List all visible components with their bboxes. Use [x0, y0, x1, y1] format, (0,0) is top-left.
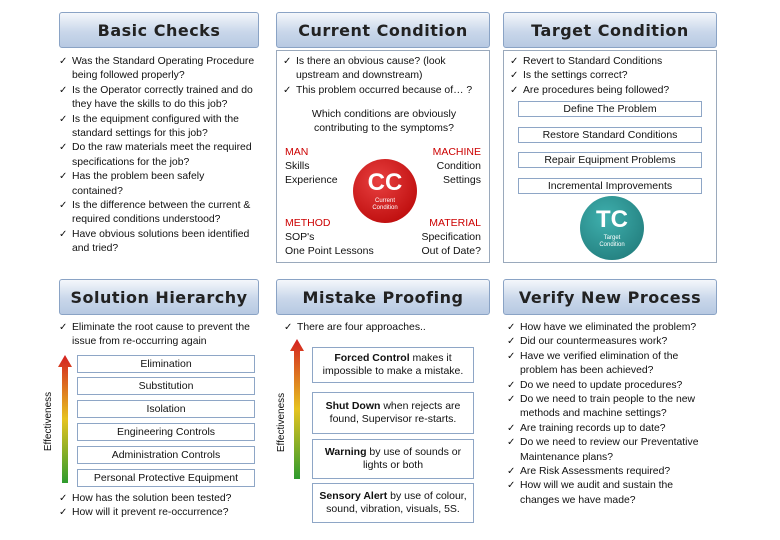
- effectiveness-arrow-icon: [58, 355, 72, 483]
- approach-text: makes it impossible to make a mistake.: [322, 352, 464, 377]
- solution-hierarchy-header: Solution Hierarchy: [59, 279, 259, 315]
- list-item: ✓ Have obvious solutions been identified and tried?: [59, 228, 255, 257]
- approach-sensory-alert: [312, 483, 474, 523]
- approach-text: by use of sounds or lights or both: [362, 446, 462, 471]
- target-condition-list: [504, 51, 716, 98]
- level-substitution: Substitution: [77, 377, 255, 395]
- method-label: METHOD: [285, 217, 331, 229]
- material-detail: Out of Date?: [421, 245, 481, 257]
- list-item: ✓ This problem occurred because of… ?: [283, 84, 483, 98]
- basic-checks-list: [59, 50, 259, 257]
- list-item: ✓ Are training records up to date?: [507, 422, 713, 436]
- current-condition-header: Current Condition: [276, 12, 490, 48]
- approach-lead: Shut Down: [325, 400, 381, 412]
- current-condition-list: [277, 51, 489, 98]
- list-item: ✓ Do we need to train people to the new methods and machine settings?: [507, 393, 713, 422]
- mistake-proofing-header: Mistake Proofing: [276, 279, 490, 315]
- list-item: ✓ Did our countermeasures work?: [507, 335, 713, 349]
- level-ppe: Personal Protective Equipment: [77, 469, 255, 487]
- approach-text: when rejects are found, Supervisor re-starts.: [329, 400, 461, 425]
- method-group: [285, 216, 374, 258]
- list-item: ✓ Have we verified elimination of the problem has been achieved?: [507, 350, 713, 379]
- material-detail: Specification: [421, 231, 481, 243]
- solution-intro-list: [59, 317, 259, 350]
- list-item: ✓ Is there an obvious cause? (look upstream and downstream): [283, 55, 483, 84]
- effectiveness-label: Effectiveness: [276, 392, 288, 453]
- method-detail: SOP's: [285, 231, 315, 243]
- list-item: ✓ Is the Operator correctly trained and do they have the skills to do this job?: [59, 84, 255, 113]
- list-item: ✓ Eliminate the root cause to prevent the issue from re-occurring again: [59, 321, 257, 350]
- basic-checks-header: Basic Checks: [59, 12, 259, 48]
- list-item: ✓ Are Risk Assessments required?: [507, 465, 713, 479]
- method-detail: One Point Lessons: [285, 245, 374, 257]
- verify-process-panel: [503, 317, 717, 529]
- mistake-intro-list: [276, 317, 490, 335]
- conditions-question: Which conditions are obviously contributing to the symptoms?: [311, 108, 457, 134]
- list-item: ✓ Do the raw materials meet the required specifications for the job?: [59, 141, 255, 170]
- effectiveness-label: Effectiveness: [43, 391, 55, 452]
- step-repair-equipment: Repair Equipment Problems: [518, 152, 702, 168]
- approach-lead: Forced Control: [334, 352, 410, 364]
- list-item: ✓ How will we audit and sustain the changes we have made?: [507, 479, 713, 508]
- machine-group: [433, 145, 481, 187]
- approach-lead: Sensory Alert: [319, 490, 388, 502]
- basic-checks-panel: [59, 50, 259, 263]
- machine-label: MACHINE: [432, 146, 481, 158]
- effectiveness-arrow-icon: [290, 339, 304, 479]
- tc-badge-caption: Target Condition: [599, 234, 625, 248]
- list-item: ✓ Is the difference between the current & required conditions understood?: [59, 199, 255, 228]
- cc-badge-caption: Current Condition: [372, 197, 398, 211]
- list-item: ✓ Are procedures being followed?: [510, 84, 710, 98]
- machine-detail: Condition: [436, 160, 481, 172]
- list-item: ✓ Is the settings correct?: [510, 69, 710, 83]
- man-group: [285, 145, 338, 187]
- tc-badge: [580, 196, 644, 260]
- approach-forced-control: [312, 347, 474, 383]
- cc-badge: [353, 159, 417, 223]
- target-condition-panel: [503, 50, 717, 263]
- solution-outro-list: [59, 492, 231, 521]
- target-condition-header: Target Condition: [503, 12, 717, 48]
- verify-process-header: Verify New Process: [503, 279, 717, 315]
- list-item: ✓ How will it prevent re-occurrence?: [59, 506, 231, 520]
- list-item: ✓ Do we need to update procedures?: [507, 379, 713, 393]
- list-item: ✓ How have we eliminated the problem?: [507, 321, 713, 335]
- tc-badge-label: TC: [596, 205, 628, 233]
- step-incremental-improvements: Incremental Improvements: [518, 178, 702, 194]
- mistake-proofing-panel: [276, 317, 490, 529]
- material-group: [421, 216, 481, 258]
- approach-warning: [312, 439, 474, 479]
- step-define-problem: Define The Problem: [518, 101, 702, 117]
- list-item: ✓ Is the equipment configured with the standard settings for this job?: [59, 113, 255, 142]
- approach-text: by use of colour, sound, vibration, visuals, 5S.: [326, 490, 467, 515]
- man-label: MAN: [285, 146, 309, 158]
- approach-lead: Warning: [324, 446, 367, 458]
- list-item: ✓ Do we need to review our Preventative Maintenance plans?: [507, 436, 713, 465]
- material-label: MATERIAL: [429, 217, 481, 229]
- list-item: ✓ How has the solution been tested?: [59, 492, 231, 506]
- level-isolation: Isolation: [77, 400, 255, 418]
- approach-shut-down: [312, 392, 474, 434]
- list-item: ✓ Was the Standard Operating Procedure being followed properly?: [59, 55, 255, 84]
- verify-process-list: [503, 317, 717, 508]
- man-detail: Experience: [285, 174, 338, 186]
- level-administration-controls: Administration Controls: [77, 446, 255, 464]
- machine-detail: Settings: [443, 174, 481, 186]
- level-engineering-controls: Engineering Controls: [77, 423, 255, 441]
- level-elimination: Elimination: [77, 355, 255, 373]
- step-restore-conditions: Restore Standard Conditions: [518, 127, 702, 143]
- solution-hierarchy-panel: [43, 317, 259, 529]
- current-condition-panel: [276, 50, 490, 263]
- list-item: ✓ Has the problem been safely contained?: [59, 170, 255, 199]
- list-item: ✓ There are four approaches..: [284, 321, 484, 335]
- list-item: ✓ Revert to Standard Conditions: [510, 55, 710, 69]
- cc-badge-label: CC: [367, 168, 403, 196]
- man-detail: Skills: [285, 160, 310, 172]
